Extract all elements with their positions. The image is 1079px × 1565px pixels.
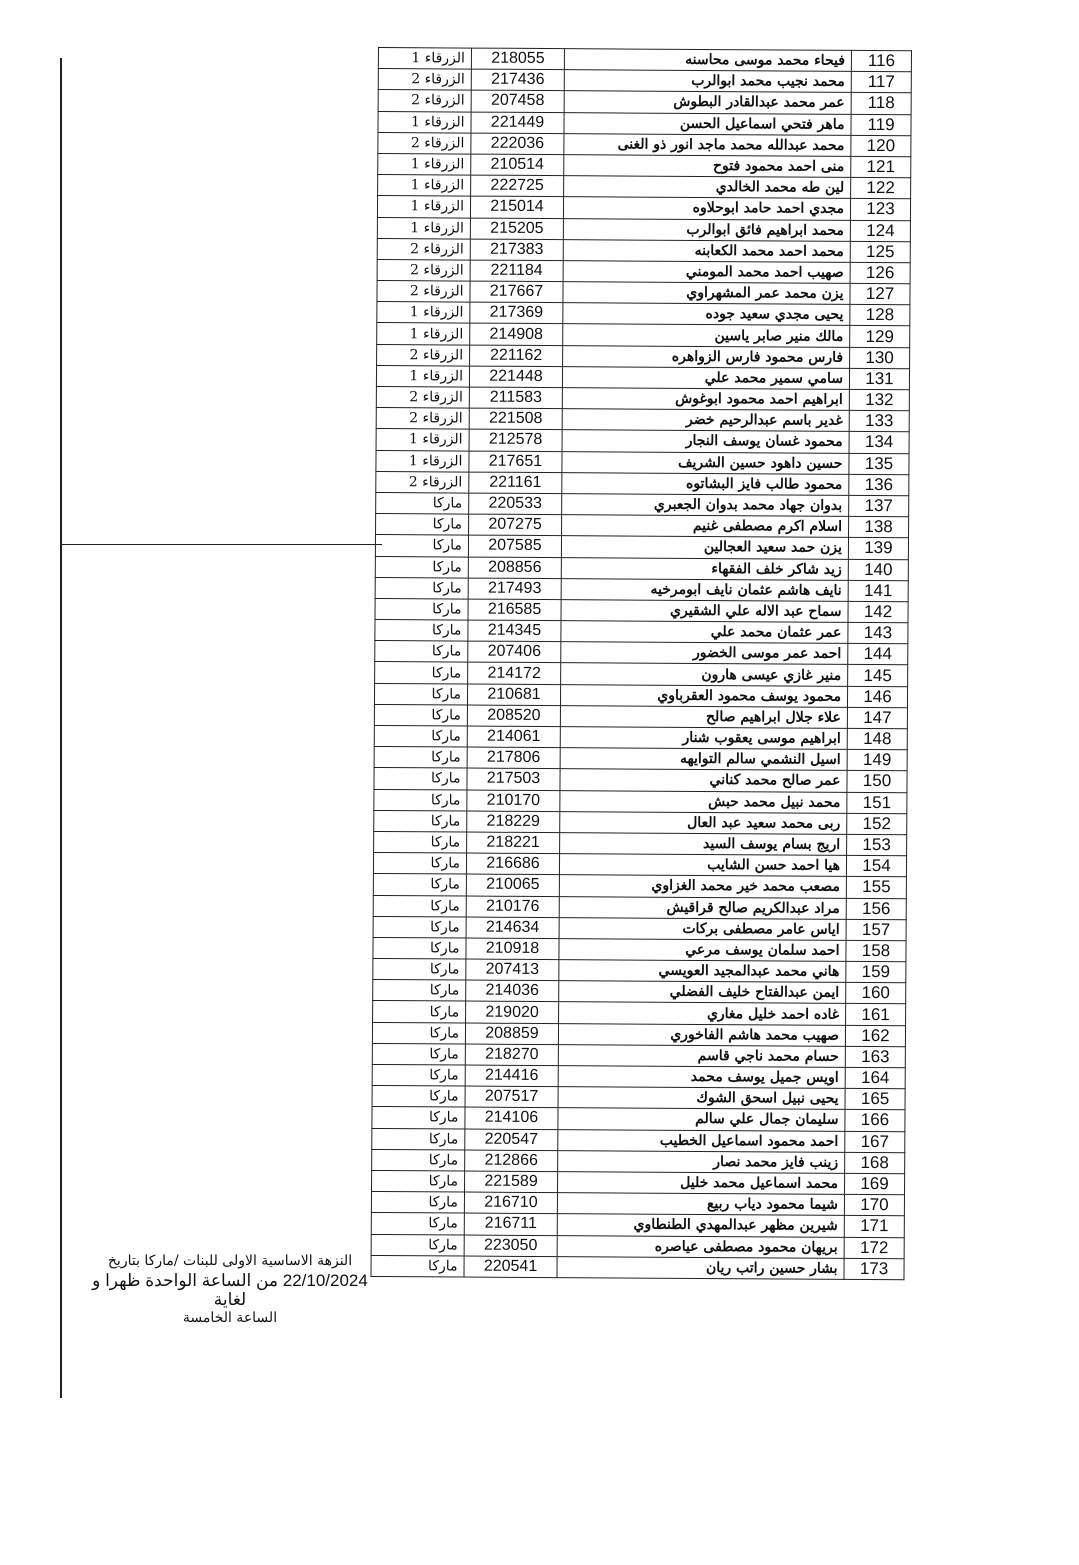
- region-cell: الزرقاء 1: [377, 302, 470, 324]
- number-cell: 120: [851, 135, 911, 157]
- region-cell: ماركا: [373, 895, 466, 917]
- name-cell: احمد سلمان يوسف مرعي: [559, 938, 846, 961]
- name-cell: منير غازي عيسى هارون: [561, 663, 848, 686]
- region-cell: ماركا: [374, 768, 467, 790]
- number-cell: 155: [846, 877, 906, 899]
- region-cell: ماركا: [372, 1107, 465, 1129]
- number-cell: 140: [848, 559, 908, 581]
- name-cell: محمد احمد محمد الكعابنه: [563, 239, 850, 262]
- session-note-line-2: 22/10/2024 من الساعة الواحدة ظهرا و لغاية: [92, 1271, 368, 1309]
- id-cell: 217369: [470, 302, 563, 324]
- id-cell: 214345: [468, 620, 561, 642]
- name-cell: بشار حسين راتب ريان: [557, 1256, 844, 1279]
- name-cell: زينب فايز محمد نصار: [558, 1150, 845, 1173]
- name-cell: محمد اسماعيل محمد خليل: [558, 1172, 845, 1195]
- name-cell: عمر عثمان محمد علي: [561, 621, 848, 644]
- id-cell: 218270: [465, 1044, 558, 1066]
- number-cell: 145: [848, 665, 908, 687]
- number-cell: 169: [844, 1173, 904, 1195]
- name-cell: صهيب محمد هاشم الفاخوري: [558, 1023, 845, 1046]
- number-cell: 147: [847, 707, 907, 729]
- name-cell: هيا احمد حسن الشايب: [559, 854, 846, 877]
- name-cell: احمد عمر موسى الخضور: [561, 642, 848, 665]
- name-cell: عمر صالح محمد كناني: [560, 769, 847, 792]
- id-cell: 216710: [464, 1192, 557, 1214]
- id-cell: 217651: [469, 451, 562, 473]
- id-cell: 219020: [466, 1001, 559, 1023]
- id-cell: 212578: [469, 429, 562, 451]
- id-cell: 210918: [466, 938, 559, 960]
- id-cell: 214908: [470, 324, 563, 346]
- number-cell: 159: [846, 961, 906, 983]
- name-cell: سماح عبد الاله علي الشقيري: [561, 600, 848, 623]
- number-cell: 163: [845, 1046, 905, 1068]
- region-cell: ماركا: [375, 556, 468, 578]
- id-cell: 221589: [465, 1171, 558, 1193]
- region-cell: الزرقاء 1: [378, 48, 471, 70]
- number-cell: 150: [847, 771, 907, 793]
- id-cell: 214172: [468, 662, 561, 684]
- name-cell: بريهان محمود مصطفى عياصره: [557, 1235, 844, 1258]
- id-cell: 221508: [469, 408, 562, 430]
- number-cell: 158: [846, 940, 906, 962]
- region-cell: ماركا: [371, 1255, 464, 1277]
- number-cell: 166: [845, 1110, 905, 1132]
- id-cell: 214061: [467, 726, 560, 748]
- region-cell: ماركا: [375, 641, 468, 663]
- name-cell: فارس محمود فارس الزواهره: [563, 345, 850, 368]
- region-cell: ماركا: [373, 937, 466, 959]
- number-cell: 124: [850, 220, 910, 242]
- number-cell: 144: [848, 644, 908, 666]
- id-cell: 208520: [467, 705, 560, 727]
- region-cell: ماركا: [372, 1170, 465, 1192]
- id-cell: 216711: [464, 1213, 557, 1235]
- number-cell: 148: [847, 728, 907, 750]
- number-cell: 151: [847, 792, 907, 814]
- number-cell: 118: [851, 93, 911, 115]
- number-cell: 173: [844, 1258, 904, 1280]
- region-cell: ماركا: [371, 1213, 464, 1235]
- id-cell: 217503: [467, 768, 560, 790]
- region-cell: الزرقاء 2: [377, 259, 470, 281]
- id-cell: 217436: [471, 69, 564, 91]
- id-cell: 217383: [470, 239, 563, 261]
- name-cell: نايف هاشم عثمان نايف ابومرخيه: [561, 578, 848, 601]
- region-cell: ماركا: [373, 874, 466, 896]
- region-cell: ماركا: [375, 620, 468, 642]
- name-cell: زيد شاكر خلف الفقهاء: [561, 557, 848, 580]
- region-cell: ماركا: [374, 831, 467, 853]
- id-cell: 214634: [466, 917, 559, 939]
- number-cell: 139: [848, 538, 908, 560]
- id-cell: 210065: [466, 874, 559, 896]
- id-cell: 218221: [467, 832, 560, 854]
- name-cell: ابراهيم احمد محمود ابوغوش: [562, 388, 849, 411]
- region-cell: ماركا: [373, 916, 466, 938]
- id-cell: 210176: [466, 896, 559, 918]
- region-cell: ماركا: [372, 1149, 465, 1171]
- name-cell: محمد ابراهيم فائق ابوالرب: [563, 218, 850, 241]
- region-cell: ماركا: [375, 577, 468, 599]
- name-cell: يزن محمد عمر المشهراوي: [563, 282, 850, 305]
- name-cell: منى احمد محمود فتوح: [564, 155, 851, 178]
- name-cell: ربى محمد سعيد عبد العال: [560, 811, 847, 834]
- region-cell: الزرقاء 2: [376, 408, 469, 430]
- number-cell: 126: [850, 262, 910, 284]
- number-cell: 172: [844, 1237, 904, 1259]
- id-cell: 222725: [471, 175, 564, 197]
- region-cell: الزرقاء 2: [377, 344, 470, 366]
- name-cell: علاء جلال ابراهيم صالح: [560, 705, 847, 728]
- number-cell: 130: [850, 347, 910, 369]
- group-separator-line: [60, 544, 382, 545]
- region-cell: الزرقاء 1: [377, 217, 470, 239]
- session-note-line-1: النزهة الاساسية الاولى للبنات /ماركا بتاريخ: [107, 1253, 353, 1269]
- id-cell: 221449: [471, 112, 564, 134]
- name-cell: محمد نبيل محمد حبش: [560, 790, 847, 813]
- region-cell: الزرقاء 2: [378, 132, 471, 154]
- roster-body: [371, 48, 911, 1280]
- id-cell: 207413: [466, 959, 559, 981]
- id-cell: 216686: [466, 853, 559, 875]
- number-cell: 168: [845, 1152, 905, 1174]
- name-cell: يحيى مجدي سعيد جوده: [563, 303, 850, 326]
- number-cell: 128: [850, 305, 910, 327]
- region-cell: ماركا: [372, 1043, 465, 1065]
- session-note: [85, 1252, 375, 1328]
- region-cell: الزرقاء 1: [376, 450, 469, 472]
- name-cell: احمد محمود اسماعيل الخطيب: [558, 1129, 845, 1152]
- session-note-line-3: الساعة الخامسة: [182, 1310, 278, 1326]
- id-cell: 221162: [470, 345, 563, 367]
- number-cell: 131: [849, 368, 909, 390]
- number-cell: 154: [846, 856, 906, 878]
- id-cell: 210514: [471, 154, 564, 176]
- region-cell: الزرقاء 2: [378, 69, 471, 91]
- region-cell: ماركا: [373, 1001, 466, 1023]
- roster-table: [370, 47, 912, 1280]
- name-cell: فيحاء محمد موسى محاسنه: [564, 49, 851, 72]
- number-cell: 133: [849, 411, 909, 433]
- id-cell: 212866: [465, 1150, 558, 1172]
- name-cell: مجدي احمد حامد ابوحلاوه: [563, 197, 850, 220]
- number-cell: 142: [848, 601, 908, 623]
- region-cell: ماركا: [374, 810, 467, 832]
- name-cell: محمود غسان يوسف النجار: [562, 430, 849, 453]
- region-cell: ماركا: [374, 747, 467, 769]
- name-cell: يزن حمد سعيد العجالين: [561, 536, 848, 559]
- id-cell: 214416: [465, 1065, 558, 1087]
- number-cell: 170: [844, 1194, 904, 1216]
- id-cell: 220533: [469, 493, 562, 515]
- name-cell: اسيل النشمي سالم التوايهه: [560, 748, 847, 771]
- number-cell: 143: [848, 622, 908, 644]
- left-border-line: [60, 58, 62, 1398]
- id-cell: 221184: [470, 260, 563, 282]
- number-cell: 134: [849, 432, 909, 454]
- number-cell: 162: [845, 1025, 905, 1047]
- id-cell: 222036: [471, 133, 564, 155]
- id-cell: 215014: [470, 196, 563, 218]
- id-cell: 207517: [465, 1086, 558, 1108]
- name-cell: اريج بسام يوسف السيد: [560, 833, 847, 856]
- region-cell: الزرقاء 1: [377, 323, 470, 345]
- region-cell: الزرقاء 1: [378, 153, 471, 175]
- number-cell: 153: [847, 834, 907, 856]
- name-cell: ايمن عبدالفتاح خليف الفضلي: [559, 981, 846, 1004]
- region-cell: ماركا: [375, 662, 468, 684]
- number-cell: 137: [849, 495, 909, 517]
- id-cell: 210170: [467, 790, 560, 812]
- id-cell: 207275: [469, 514, 562, 536]
- number-cell: 149: [847, 750, 907, 772]
- region-cell: ماركا: [374, 704, 467, 726]
- id-cell: 210681: [467, 684, 560, 706]
- name-cell: مالك منير صابر ياسين: [563, 324, 850, 347]
- number-cell: 167: [845, 1131, 905, 1153]
- region-cell: ماركا: [371, 1234, 464, 1256]
- number-cell: 141: [848, 580, 908, 602]
- id-cell: 220547: [465, 1129, 558, 1151]
- number-cell: 122: [851, 178, 911, 200]
- number-cell: 164: [845, 1067, 905, 1089]
- region-cell: ماركا: [374, 683, 467, 705]
- id-cell: 221161: [469, 472, 562, 494]
- name-cell: سامي سمير محمد علي: [562, 366, 849, 389]
- region-cell: ماركا: [376, 492, 469, 514]
- region-cell: الزرقاء 1: [376, 429, 469, 451]
- name-cell: مصعب محمد خير محمد الغزاوي: [559, 875, 846, 898]
- region-cell: الزرقاء 1: [377, 196, 470, 218]
- id-cell: 214106: [465, 1107, 558, 1129]
- number-cell: 157: [846, 919, 906, 941]
- id-cell: 211583: [469, 387, 562, 409]
- id-cell: 207406: [468, 641, 561, 663]
- number-cell: 121: [851, 156, 911, 178]
- name-cell: اسلام اكرم مصطفى غنيم: [562, 515, 849, 538]
- region-cell: الزرقاء 1: [378, 111, 471, 133]
- name-cell: مراد عبدالكريم صالح قراقيش: [559, 896, 846, 919]
- id-cell: 218055: [471, 48, 564, 70]
- id-cell: 208856: [468, 557, 561, 579]
- name-cell: بدوان جهاد محمد بدوان الجعبري: [562, 494, 849, 517]
- name-cell: لين طه محمد الخالدي: [564, 176, 851, 199]
- number-cell: 161: [846, 1004, 906, 1026]
- region-cell: ماركا: [372, 1064, 465, 1086]
- region-cell: الزرقاء 1: [378, 175, 471, 197]
- region-cell: ماركا: [373, 980, 466, 1002]
- number-cell: 125: [850, 241, 910, 263]
- number-cell: 123: [850, 199, 910, 221]
- region-cell: ماركا: [373, 853, 466, 875]
- number-cell: 138: [849, 517, 909, 539]
- region-cell: ماركا: [375, 598, 468, 620]
- id-cell: 216585: [468, 599, 561, 621]
- number-cell: 152: [847, 813, 907, 835]
- name-cell: سليمان جمال علي سالم: [558, 1108, 845, 1131]
- number-cell: 132: [849, 389, 909, 411]
- id-cell: 220541: [464, 1256, 557, 1278]
- number-cell: 146: [847, 686, 907, 708]
- name-cell: محمد نجيب محمد ابوالرب: [564, 70, 851, 93]
- region-cell: ماركا: [375, 535, 468, 557]
- region-cell: الزرقاء 2: [377, 281, 470, 303]
- number-cell: 116: [851, 50, 911, 72]
- number-cell: 156: [846, 898, 906, 920]
- number-cell: 129: [850, 326, 910, 348]
- region-cell: ماركا: [373, 959, 466, 981]
- id-cell: 207585: [468, 535, 561, 557]
- region-cell: ماركا: [372, 1128, 465, 1150]
- name-cell: يحيى نبيل اسحق الشوك: [558, 1087, 845, 1110]
- name-cell: ابراهيم موسى يعقوب شنار: [560, 727, 847, 750]
- region-cell: ماركا: [372, 1086, 465, 1108]
- number-cell: 165: [845, 1089, 905, 1111]
- id-cell: 223050: [464, 1235, 557, 1257]
- name-cell: هاني محمد عبدالمجيد العويسي: [559, 960, 846, 983]
- name-cell: محمود يوسف محمود العقرباوي: [560, 684, 847, 707]
- id-cell: 218229: [467, 811, 560, 833]
- id-cell: 221448: [469, 366, 562, 388]
- number-cell: 136: [849, 474, 909, 496]
- name-cell: حسين داهود حسين الشريف: [562, 451, 849, 474]
- name-cell: غدير باسم عبدالرحيم خضر: [562, 409, 849, 432]
- id-cell: 214036: [466, 980, 559, 1002]
- region-cell: ماركا: [372, 1022, 465, 1044]
- name-cell: شيرين مظهر عبدالمهدي الطنطاوي: [557, 1214, 844, 1237]
- id-cell: 215205: [470, 218, 563, 240]
- id-cell: 207458: [471, 90, 564, 112]
- name-cell: غاده احمد خليل مغاري: [559, 1002, 846, 1025]
- name-cell: ماهر فتحي اسماعيل الحسن: [564, 112, 851, 135]
- id-cell: 217806: [467, 747, 560, 769]
- name-cell: اياس عامر مصطفى بركات: [559, 917, 846, 940]
- name-cell: شيما محمود دياب ربيع: [557, 1193, 844, 1216]
- id-cell: 217667: [470, 281, 563, 303]
- number-cell: 127: [850, 283, 910, 305]
- name-cell: حسام محمد ناجي قاسم: [558, 1044, 845, 1067]
- region-cell: ماركا: [374, 725, 467, 747]
- id-cell: 217493: [468, 578, 561, 600]
- table-row: [371, 1255, 904, 1279]
- number-cell: 160: [846, 983, 906, 1005]
- name-cell: محمد عبدالله محمد ماجد انور ذو الغنى: [564, 133, 851, 156]
- name-cell: عمر محمد عبدالقادر البطوش: [564, 91, 851, 114]
- name-cell: اويس جميل يوسف محمد: [558, 1066, 845, 1089]
- number-cell: 135: [849, 453, 909, 475]
- region-cell: الزرقاء 2: [376, 471, 469, 493]
- region-cell: ماركا: [374, 789, 467, 811]
- name-cell: صهيب احمد محمد المومني: [563, 261, 850, 284]
- region-cell: ماركا: [376, 514, 469, 536]
- number-cell: 171: [844, 1216, 904, 1238]
- id-cell: 208859: [465, 1023, 558, 1045]
- region-cell: الزرقاء 2: [378, 90, 471, 112]
- region-cell: الزرقاء 2: [377, 238, 470, 260]
- number-cell: 119: [851, 114, 911, 136]
- name-cell: محمود طالب فايز البشاتوه: [562, 472, 849, 495]
- region-cell: الزرقاء 1: [376, 365, 469, 387]
- region-cell: الزرقاء 2: [376, 386, 469, 408]
- region-cell: ماركا: [371, 1192, 464, 1214]
- number-cell: 117: [851, 72, 911, 94]
